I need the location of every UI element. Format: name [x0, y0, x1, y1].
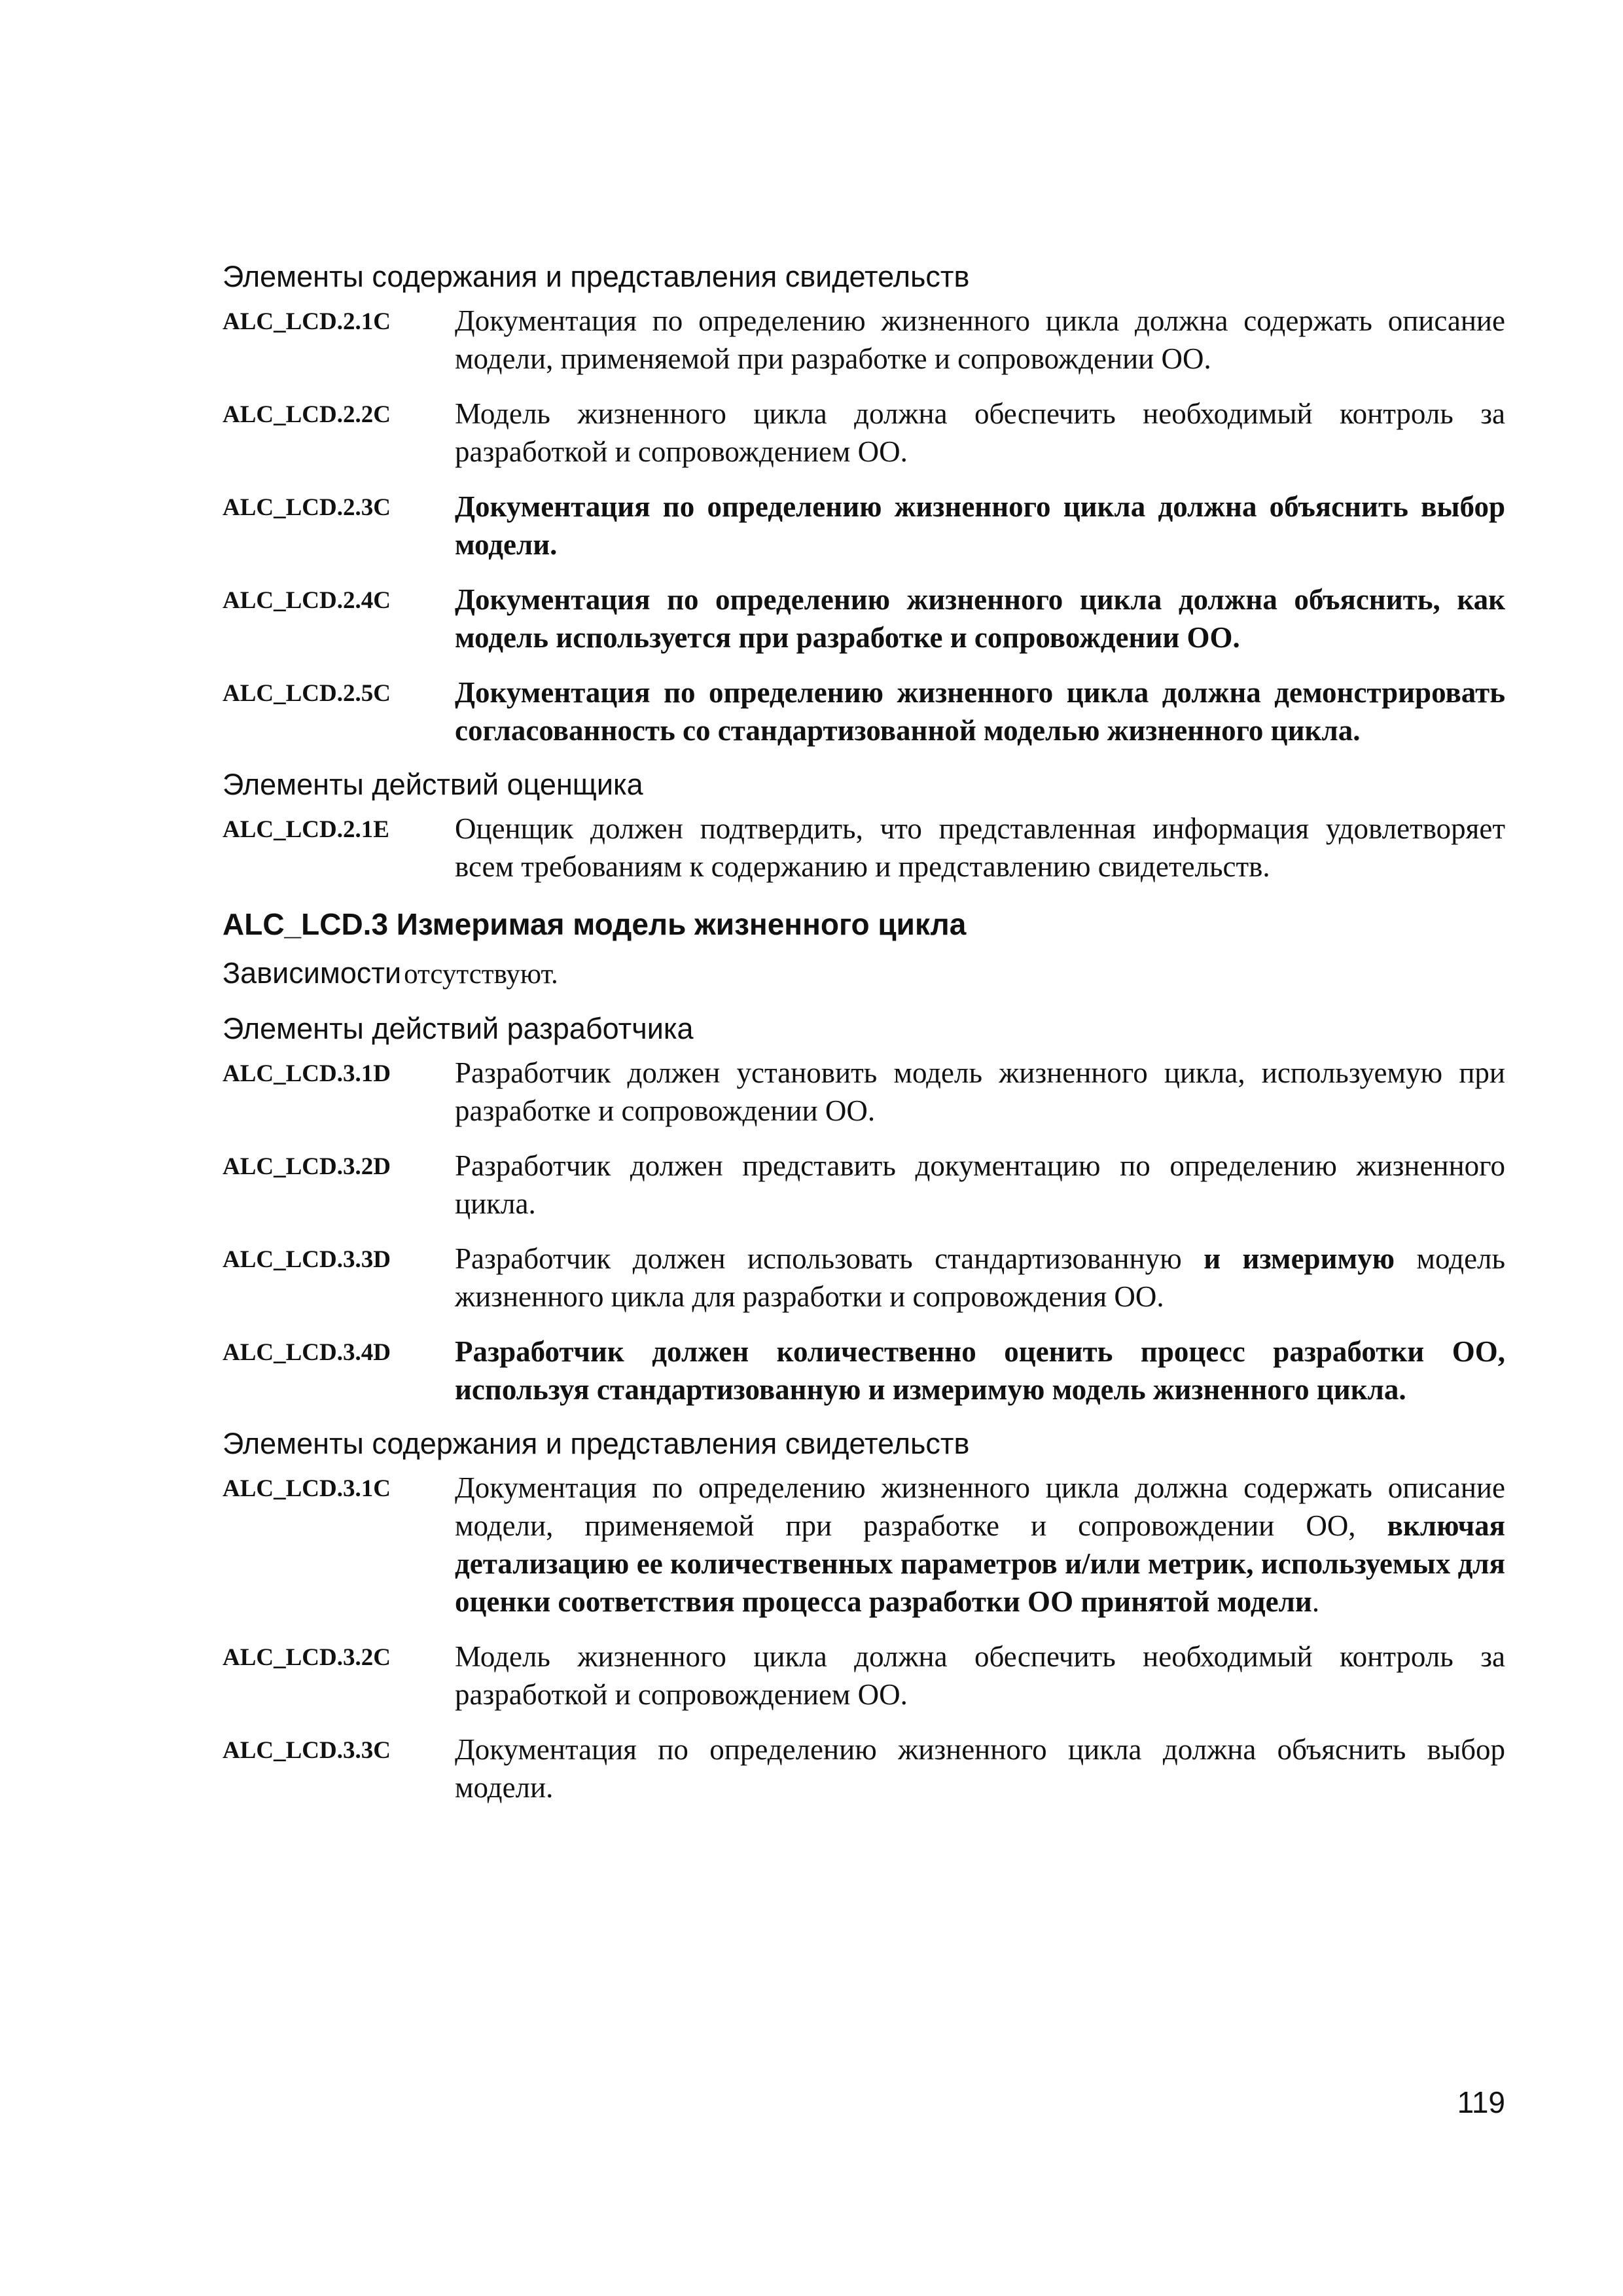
element-alc-lcd-3-1c — [223, 1469, 1505, 1621]
element-alc-lcd-3-1d — [223, 1054, 1505, 1130]
dependencies-label: Зависимости — [223, 956, 402, 990]
element-alc-lcd-2-2c — [223, 395, 1505, 471]
element-id: ALC_LCD.2.3C — [223, 494, 391, 521]
page-content — [223, 259, 1505, 1823]
element-text: Модель жизненного цикла должна обеспечить необходимый контроль за разработкой и сопровождением ОО. — [455, 1640, 1505, 1711]
element-alc-lcd-3-4d — [223, 1333, 1505, 1408]
element-text-part: . — [1311, 1585, 1320, 1618]
element-alc-lcd-3-2c — [223, 1638, 1505, 1713]
element-text: Разработчик должен установить модель жизненного цикла, используемую при разработке и сопровождении ОО. — [455, 1056, 1505, 1127]
element-text-part: Документация по определению жизненного цикла должна содержать описание модели, применяемой при разработке и сопровождении ОО, — [455, 1471, 1505, 1542]
element-text: Документация по определению жизненного цикла должна демонстрировать согласованность со стандартизованной моделью жизненного цикла. — [455, 676, 1505, 747]
dependencies-value: отсутствуют. — [404, 959, 558, 990]
element-text — [455, 1469, 1505, 1621]
element-alc-lcd-2-4c — [223, 581, 1505, 656]
element-text-emphasis: включая детализацию ее количественных параметров и/или метрик, используемых для оценки соответствия процесса разработки ОО принятой модели — [455, 1509, 1505, 1618]
element-text: Документация по определению жизненного цикла должна объяснить выбор модели. — [455, 1733, 1505, 1804]
heading-evaluator-elements: Элементы действий оценщика — [223, 768, 643, 801]
element-text: Оценщик должен подтвердить, что представленная информация удовлетворяет всем требованиям к содержанию и представлению свидетельств. — [455, 812, 1505, 883]
element-text — [455, 1240, 1505, 1316]
heading-evidence-elements: Элементы содержания и представления свидетельств — [223, 260, 970, 293]
element-text-part: Разработчик должен использовать стандартизованную — [455, 1242, 1182, 1275]
element-id: ALC_LCD.3.2D — [223, 1153, 391, 1180]
element-id: ALC_LCD.3.3C — [223, 1737, 391, 1764]
dependencies-line — [223, 954, 1505, 1000]
element-id: ALC_LCD.3.3D — [223, 1246, 391, 1273]
element-alc-lcd-2-3c — [223, 488, 1505, 564]
element-text: Документация по определению жизненного цикла должна объяснить, как модель используется при разработке и сопровождении ОО. — [455, 583, 1505, 654]
element-id: ALC_LCD.2.1E — [223, 816, 389, 843]
element-alc-lcd-2-5c — [223, 673, 1505, 749]
element-id: ALC_LCD.3.2C — [223, 1644, 391, 1671]
element-text: Разработчик должен представить документацию по определению жизненного цикла. — [455, 1149, 1505, 1220]
element-alc-lcd-2-1c — [223, 302, 1505, 378]
element-text: Документация по определению жизненного цикла должна содержать описание модели, применяемой при разработке и сопровождении ОО. — [455, 304, 1505, 375]
element-id: ALC_LCD.2.1C — [223, 308, 391, 335]
element-id: ALC_LCD.2.4C — [223, 587, 391, 614]
heading-evidence-elements-2: Элементы содержания и представления свидетельств — [223, 1427, 970, 1460]
element-alc-lcd-3-2d — [223, 1147, 1505, 1223]
element-id: ALC_LCD.2.2C — [223, 401, 391, 428]
element-id: ALC_LCD.2.5C — [223, 680, 391, 707]
element-id: ALC_LCD.3.1C — [223, 1475, 391, 1502]
section-title-alc-lcd-3: ALC_LCD.3 Измеримая модель жизненного цикла — [223, 907, 967, 941]
element-text: Разработчик должен количественно оценить процесс разработки ОО, используя стандартизованную и измеримую модель жизненного цикла. — [455, 1335, 1505, 1406]
element-id: ALC_LCD.3.1D — [223, 1060, 391, 1087]
element-text-emphasis: и измеримую — [1204, 1242, 1395, 1275]
element-alc-lcd-3-3d — [223, 1240, 1505, 1316]
element-id: ALC_LCD.3.4D — [223, 1339, 391, 1366]
element-text: Документация по определению жизненного цикла должна объяснить выбор модели. — [455, 490, 1505, 561]
element-alc-lcd-2-1e — [223, 810, 1505, 886]
element-text-part: модель жизненного цикла для разработки и сопровождения ОО. — [455, 1242, 1506, 1313]
element-alc-lcd-3-3c — [223, 1731, 1505, 1806]
element-text: Модель жизненного цикла должна обеспечить необходимый контроль за разработкой и сопровождением ОО. — [455, 397, 1505, 468]
heading-developer-elements: Элементы действий разработчика — [223, 1012, 694, 1045]
page-number: 119 — [1457, 2085, 1505, 2119]
